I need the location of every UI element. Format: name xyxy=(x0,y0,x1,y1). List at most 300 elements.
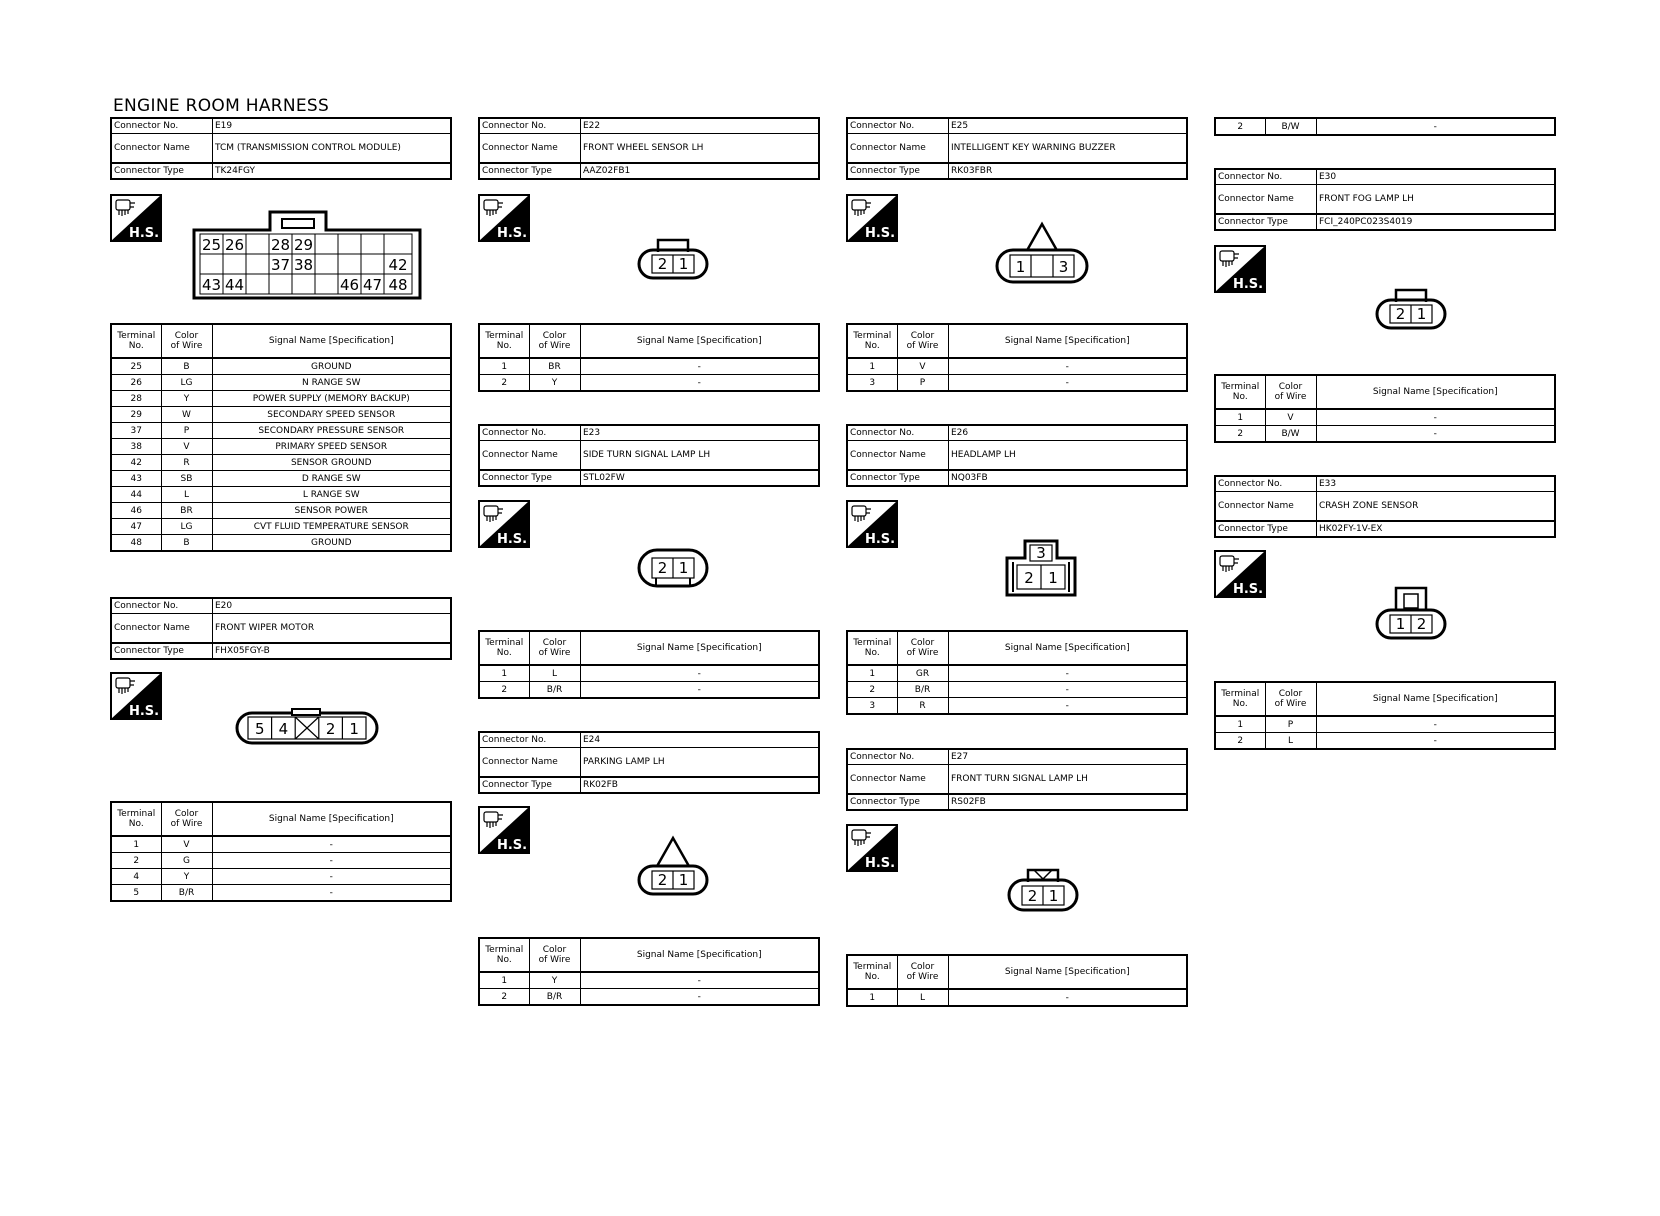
wire-color: B xyxy=(161,358,212,375)
wire-color: R xyxy=(161,455,212,471)
pin-label: 2 xyxy=(657,255,668,273)
pin-label: 5 xyxy=(255,720,265,738)
terminal-no: 2 xyxy=(1215,733,1265,750)
connector-face-e23 xyxy=(636,546,710,592)
terminal-no: 2 xyxy=(479,989,529,1006)
wire-color: V xyxy=(161,836,212,853)
signal-name: - xyxy=(1316,733,1555,750)
signal-name-header: Signal Name [Specification] xyxy=(948,631,1187,665)
signal-name-header: Signal Name [Specification] xyxy=(580,938,819,972)
hs-badge-text: H.S. xyxy=(864,226,896,241)
terminal-row xyxy=(111,487,451,503)
connector-name-value: TCM (TRANSMISSION CONTROL MODULE) xyxy=(213,134,452,164)
connector-type-label: Connector Type xyxy=(479,163,581,179)
signal-name: SECONDARY SPEED SENSOR xyxy=(212,407,451,423)
connector-face-e26 xyxy=(1003,538,1079,598)
connector-no-label: Connector No. xyxy=(479,732,581,748)
pin-label: 2 xyxy=(1395,305,1406,323)
connector-no-value: E20 xyxy=(213,598,452,614)
signal-name-header: Signal Name [Specification] xyxy=(1316,682,1555,716)
wire-color: Y xyxy=(529,972,580,989)
wire-color-header: Color of Wire xyxy=(529,631,580,665)
signal-name: SENSOR POWER xyxy=(212,503,451,519)
connector-info-e30 xyxy=(1214,168,1556,231)
terminal-row xyxy=(847,698,1187,715)
wire-color-header: Color of Wire xyxy=(161,802,212,836)
connector-no-value: E26 xyxy=(949,425,1188,441)
pin-label: 44 xyxy=(224,276,245,294)
terminal-table-e22 xyxy=(478,323,820,392)
terminal-row xyxy=(111,869,451,885)
terminal-table-e23 xyxy=(478,630,820,699)
signal-name: POWER SUPPLY (MEMORY BACKUP) xyxy=(212,391,451,407)
terminal-no: 29 xyxy=(111,407,161,423)
terminal-no: 4 xyxy=(111,869,161,885)
signal-name: - xyxy=(580,358,819,375)
terminal-row xyxy=(111,836,451,853)
signal-name: SECONDARY PRESSURE SENSOR xyxy=(212,423,451,439)
wire-color: L xyxy=(161,487,212,503)
connector-type-label: Connector Type xyxy=(479,470,581,486)
connector-name-value: FRONT TURN SIGNAL LAMP LH xyxy=(949,765,1188,795)
signal-name: - xyxy=(580,375,819,392)
terminal-row xyxy=(479,989,819,1006)
terminal-no: 1 xyxy=(847,358,897,375)
terminal-no: 28 xyxy=(111,391,161,407)
pin-label: 37 xyxy=(270,256,291,274)
terminal-no-header: Terminal No. xyxy=(1215,375,1265,409)
connector-type-value: RK03FBR xyxy=(949,163,1188,179)
terminal-no: 1 xyxy=(1215,716,1265,733)
hs-badge-text: H.S. xyxy=(1232,277,1264,292)
pin-label: 2 xyxy=(1027,887,1038,905)
terminal-row xyxy=(1215,716,1555,733)
pin-label: 1 xyxy=(1395,615,1406,633)
hs-badge-text: H.S. xyxy=(128,226,160,241)
pin-label: 2 xyxy=(657,871,668,889)
wire-color: V xyxy=(1265,409,1316,426)
signal-name-header: Signal Name [Specification] xyxy=(212,802,451,836)
wire-color-header: Color of Wire xyxy=(897,324,948,358)
wire-color: BR xyxy=(161,503,212,519)
signal-name: - xyxy=(948,698,1187,715)
wire-color: B/W xyxy=(1265,426,1316,443)
signal-name-header: Signal Name [Specification] xyxy=(948,324,1187,358)
hs-badge-text: H.S. xyxy=(864,532,896,547)
wire-color: V xyxy=(161,439,212,455)
terminal-no: 48 xyxy=(111,535,161,552)
connector-info-e22 xyxy=(478,117,820,180)
wire-color: L xyxy=(529,665,580,682)
terminal-no: 38 xyxy=(111,439,161,455)
connector-no-label: Connector No. xyxy=(847,749,949,765)
signal-name: - xyxy=(580,665,819,682)
connector-type-label: Connector Type xyxy=(1215,214,1317,230)
terminal-no-header: Terminal No. xyxy=(479,631,529,665)
harness-side-icon xyxy=(478,806,530,854)
harness-side-icon xyxy=(110,194,162,242)
terminal-no-header: Terminal No. xyxy=(847,631,897,665)
hs-badge-text: H.S. xyxy=(496,838,528,853)
connector-type-value: HK02FY-1V-EX xyxy=(1317,521,1556,537)
terminal-no: 2 xyxy=(479,375,529,392)
connector-type-value: FHX05FGY-B xyxy=(213,643,452,659)
signal-name-header: Signal Name [Specification] xyxy=(1316,375,1555,409)
signal-name: - xyxy=(948,682,1187,698)
connector-name-value: SIDE TURN SIGNAL LAMP LH xyxy=(581,441,820,471)
connector-type-label: Connector Type xyxy=(479,777,581,793)
terminal-no: 1 xyxy=(479,358,529,375)
wire-color: G xyxy=(161,853,212,869)
terminal-no-header: Terminal No. xyxy=(111,802,161,836)
pin-label: 1 xyxy=(1015,258,1026,276)
wire-color: Y xyxy=(161,391,212,407)
pin-label: 1 xyxy=(1048,569,1058,587)
connector-face-e30 xyxy=(1374,286,1448,332)
harness-side-icon xyxy=(846,194,898,242)
wire-color: P xyxy=(161,423,212,439)
signal-name-header: Signal Name [Specification] xyxy=(948,955,1187,989)
connector-info-e27 xyxy=(846,748,1188,811)
terminal-table-e20 xyxy=(110,801,452,902)
signal-name: - xyxy=(1316,118,1555,135)
terminal-no: 25 xyxy=(111,358,161,375)
terminal-table-e33 xyxy=(1214,681,1556,750)
connector-no-label: Connector No. xyxy=(111,118,213,134)
connector-face-e24 xyxy=(636,834,710,898)
signal-name: L RANGE SW xyxy=(212,487,451,503)
connector-no-value: E30 xyxy=(1317,169,1556,185)
pin-label: 46 xyxy=(339,276,360,294)
signal-name-header: Signal Name [Specification] xyxy=(580,324,819,358)
terminal-no: 1 xyxy=(479,665,529,682)
terminal-no-header: Terminal No. xyxy=(479,324,529,358)
wire-color: B/W xyxy=(1265,118,1316,135)
terminal-no-header: Terminal No. xyxy=(479,938,529,972)
connector-face-e20 xyxy=(234,708,380,748)
signal-name: GROUND xyxy=(212,535,451,552)
pin-label: 25 xyxy=(201,236,222,254)
pin-label: 4 xyxy=(278,720,289,738)
wire-color-header: Color of Wire xyxy=(529,324,580,358)
connector-no-label: Connector No. xyxy=(111,598,213,614)
connector-type-value: AAZ02FB1 xyxy=(581,163,820,179)
pin-label: 1 xyxy=(1048,887,1059,905)
wire-color: W xyxy=(161,407,212,423)
terminal-no: 1 xyxy=(479,972,529,989)
pin-label: 47 xyxy=(362,276,383,294)
connector-type-label: Connector Type xyxy=(1215,521,1317,537)
pin-label: 2 xyxy=(1416,615,1427,633)
hs-badge-text: H.S. xyxy=(496,226,528,241)
wire-color: BR xyxy=(529,358,580,375)
harness-side-icon xyxy=(478,194,530,242)
terminal-no: 2 xyxy=(847,682,897,698)
terminal-no: 2 xyxy=(1215,426,1265,443)
terminal-row xyxy=(847,989,1187,1006)
terminal-row xyxy=(111,358,451,375)
pin-label: 3 xyxy=(1036,544,1046,562)
pin-label: 42 xyxy=(388,256,408,274)
terminal-table-e26 xyxy=(846,630,1188,715)
connector-name-label: Connector Name xyxy=(847,765,949,795)
connector-no-value: E23 xyxy=(581,425,820,441)
hs-badge-text: H.S. xyxy=(864,856,896,871)
terminal-row xyxy=(479,972,819,989)
wire-color-header: Color of Wire xyxy=(897,955,948,989)
connector-name-value: INTELLIGENT KEY WARNING BUZZER xyxy=(949,134,1188,164)
wire-color: V xyxy=(897,358,948,375)
pin-label: 43 xyxy=(201,276,222,294)
connector-type-value: RK02FB xyxy=(581,777,820,793)
terminal-row xyxy=(111,853,451,869)
pin-label: 29 xyxy=(293,236,314,254)
terminal-no: 46 xyxy=(111,503,161,519)
terminal-row xyxy=(847,665,1187,682)
connector-name-value: PARKING LAMP LH xyxy=(581,748,820,778)
connector-type-value: RS02FB xyxy=(949,794,1188,810)
terminal-no: 43 xyxy=(111,471,161,487)
signal-name-header: Signal Name [Specification] xyxy=(580,631,819,665)
pin-label: 2 xyxy=(325,720,336,738)
wire-color: B xyxy=(161,535,212,552)
wire-color: SB xyxy=(161,471,212,487)
harness-side-icon xyxy=(110,672,162,720)
terminal-no-header: Terminal No. xyxy=(847,955,897,989)
terminal-table-e25 xyxy=(846,323,1188,392)
connector-name-value: HEADLAMP LH xyxy=(949,441,1188,471)
connector-no-label: Connector No. xyxy=(1215,169,1317,185)
connector-name-label: Connector Name xyxy=(1215,185,1317,215)
terminal-row xyxy=(1215,118,1555,135)
connector-no-label: Connector No. xyxy=(479,425,581,441)
signal-name: - xyxy=(212,836,451,853)
terminal-no-header: Terminal No. xyxy=(847,324,897,358)
connector-no-label: Connector No. xyxy=(847,118,949,134)
hs-badge-text: H.S. xyxy=(128,704,160,719)
connector-name-label: Connector Name xyxy=(479,441,581,471)
terminal-row xyxy=(847,682,1187,698)
harness-side-icon xyxy=(478,500,530,548)
pin-label: 1 xyxy=(678,559,689,577)
connector-name-value: CRASH ZONE SENSOR xyxy=(1317,492,1556,522)
connector-name-label: Connector Name xyxy=(1215,492,1317,522)
terminal-row xyxy=(111,375,451,391)
connector-info-e26 xyxy=(846,424,1188,487)
wire-color: B/R xyxy=(161,885,212,902)
connector-type-label: Connector Type xyxy=(847,163,949,179)
connector-no-value: E33 xyxy=(1317,476,1556,492)
wire-color: L xyxy=(1265,733,1316,750)
harness-side-icon xyxy=(1214,245,1266,293)
terminal-row xyxy=(847,375,1187,392)
terminal-no: 3 xyxy=(847,375,897,392)
connector-name-label: Connector Name xyxy=(847,134,949,164)
harness-side-icon xyxy=(846,500,898,548)
pin-label: 3 xyxy=(1058,258,1069,276)
connector-type-label: Connector Type xyxy=(847,470,949,486)
connector-type-value: FCI_240PC023S4019 xyxy=(1317,214,1556,230)
pin-label: 1 xyxy=(678,871,689,889)
signal-name: - xyxy=(212,869,451,885)
terminal-no: 1 xyxy=(111,836,161,853)
terminal-table-continued xyxy=(1214,117,1556,136)
connector-no-label: Connector No. xyxy=(479,118,581,134)
wire-color: P xyxy=(1265,716,1316,733)
terminal-no-header: Terminal No. xyxy=(111,324,161,358)
connector-name-label: Connector Name xyxy=(847,441,949,471)
terminal-row xyxy=(111,535,451,552)
terminal-row xyxy=(111,423,451,439)
pin-label: 2 xyxy=(657,559,668,577)
signal-name: - xyxy=(1316,716,1555,733)
wire-color: P xyxy=(897,375,948,392)
connector-no-value: E22 xyxy=(581,118,820,134)
connector-no-label: Connector No. xyxy=(847,425,949,441)
terminal-row xyxy=(479,375,819,392)
terminal-no: 1 xyxy=(847,665,897,682)
connector-info-e19 xyxy=(110,117,452,180)
connector-type-label: Connector Type xyxy=(847,794,949,810)
wire-color: Y xyxy=(529,375,580,392)
terminal-table-e24 xyxy=(478,937,820,1006)
signal-name: CVT FLUID TEMPERATURE SENSOR xyxy=(212,519,451,535)
connector-no-value: E19 xyxy=(213,118,452,134)
terminal-row xyxy=(111,471,451,487)
signal-name: D RANGE SW xyxy=(212,471,451,487)
pin-label: 38 xyxy=(293,256,314,274)
signal-name: SENSOR GROUND xyxy=(212,455,451,471)
connector-info-e25 xyxy=(846,117,1188,180)
terminal-table-e30 xyxy=(1214,374,1556,443)
wire-color-header: Color of Wire xyxy=(897,631,948,665)
connector-name-value: FRONT WIPER MOTOR xyxy=(213,614,452,644)
connector-name-label: Connector Name xyxy=(111,134,213,164)
connector-no-value: E25 xyxy=(949,118,1188,134)
signal-name: - xyxy=(948,375,1187,392)
wire-color: LG xyxy=(161,519,212,535)
terminal-no: 37 xyxy=(111,423,161,439)
terminal-no: 44 xyxy=(111,487,161,503)
pin-label: 26 xyxy=(224,236,245,254)
signal-name: - xyxy=(948,665,1187,682)
connector-face-e19 xyxy=(190,210,426,302)
connector-type-label: Connector Type xyxy=(111,643,213,659)
wire-color: B/R xyxy=(529,989,580,1006)
terminal-row xyxy=(479,665,819,682)
pin-label: 48 xyxy=(388,276,408,294)
terminal-no: 1 xyxy=(847,989,897,1006)
wire-color: Y xyxy=(161,869,212,885)
connector-type-label: Connector Type xyxy=(111,163,213,179)
terminal-row xyxy=(111,503,451,519)
wire-color: LG xyxy=(161,375,212,391)
signal-name: N RANGE SW xyxy=(212,375,451,391)
pin-label: 1 xyxy=(678,255,689,273)
wire-color: GR xyxy=(897,665,948,682)
terminal-row xyxy=(479,358,819,375)
terminal-no: 2 xyxy=(1215,118,1265,135)
terminal-row xyxy=(111,391,451,407)
terminal-table-e27 xyxy=(846,954,1188,1007)
wire-color: R xyxy=(897,698,948,715)
connector-info-e23 xyxy=(478,424,820,487)
signal-name: - xyxy=(212,853,451,869)
signal-name: - xyxy=(1316,409,1555,426)
signal-name: - xyxy=(580,682,819,699)
harness-side-icon xyxy=(846,824,898,872)
terminal-row xyxy=(1215,733,1555,750)
terminal-row xyxy=(1215,426,1555,443)
wire-color: L xyxy=(897,989,948,1006)
pin-label: 1 xyxy=(349,720,359,738)
pin-label: 1 xyxy=(1416,305,1427,323)
hs-badge-text: H.S. xyxy=(1232,582,1264,597)
connector-no-value: E27 xyxy=(949,749,1188,765)
connector-name-label: Connector Name xyxy=(479,748,581,778)
terminal-no: 3 xyxy=(847,698,897,715)
connector-info-e20 xyxy=(110,597,452,660)
connector-name-value: FRONT WHEEL SENSOR LH xyxy=(581,134,820,164)
signal-name: - xyxy=(580,972,819,989)
terminal-no: 5 xyxy=(111,885,161,902)
wire-color-header: Color of Wire xyxy=(161,324,212,358)
signal-name: - xyxy=(580,989,819,1006)
signal-name: - xyxy=(948,989,1187,1006)
connector-name-label: Connector Name xyxy=(479,134,581,164)
signal-name: - xyxy=(948,358,1187,375)
terminal-no-header: Terminal No. xyxy=(1215,682,1265,716)
pin-label: 2 xyxy=(1024,569,1034,587)
connector-name-label: Connector Name xyxy=(111,614,213,644)
terminal-no: 2 xyxy=(479,682,529,699)
wire-color-header: Color of Wire xyxy=(1265,682,1316,716)
page-title: ENGINE ROOM HARNESS xyxy=(113,96,330,116)
connector-face-e25 xyxy=(994,220,1090,286)
connector-no-value: E24 xyxy=(581,732,820,748)
terminal-no: 42 xyxy=(111,455,161,471)
wire-color: B/R xyxy=(897,682,948,698)
connector-type-value: TK24FGY xyxy=(213,163,452,179)
wire-color: B/R xyxy=(529,682,580,699)
terminal-row xyxy=(847,358,1187,375)
terminal-no: 26 xyxy=(111,375,161,391)
terminal-table-e19 xyxy=(110,323,452,552)
terminal-row xyxy=(111,885,451,902)
terminal-row xyxy=(1215,409,1555,426)
signal-name: - xyxy=(1316,426,1555,443)
connector-type-value: STL02FW xyxy=(581,470,820,486)
signal-name: - xyxy=(212,885,451,902)
connector-face-e27 xyxy=(1006,866,1080,914)
wire-color-header: Color of Wire xyxy=(529,938,580,972)
signal-name: GROUND xyxy=(212,358,451,375)
pin-label: 28 xyxy=(270,236,291,254)
terminal-row xyxy=(111,519,451,535)
hs-badge-text: H.S. xyxy=(496,532,528,547)
terminal-no: 47 xyxy=(111,519,161,535)
connector-face-e22 xyxy=(636,236,710,282)
connector-face-e33 xyxy=(1374,584,1448,642)
harness-side-icon xyxy=(1214,550,1266,598)
terminal-row xyxy=(111,407,451,423)
terminal-row xyxy=(111,455,451,471)
wire-color-header: Color of Wire xyxy=(1265,375,1316,409)
signal-name: PRIMARY SPEED SENSOR xyxy=(212,439,451,455)
signal-name-header: Signal Name [Specification] xyxy=(212,324,451,358)
terminal-no: 1 xyxy=(1215,409,1265,426)
terminal-no: 2 xyxy=(111,853,161,869)
